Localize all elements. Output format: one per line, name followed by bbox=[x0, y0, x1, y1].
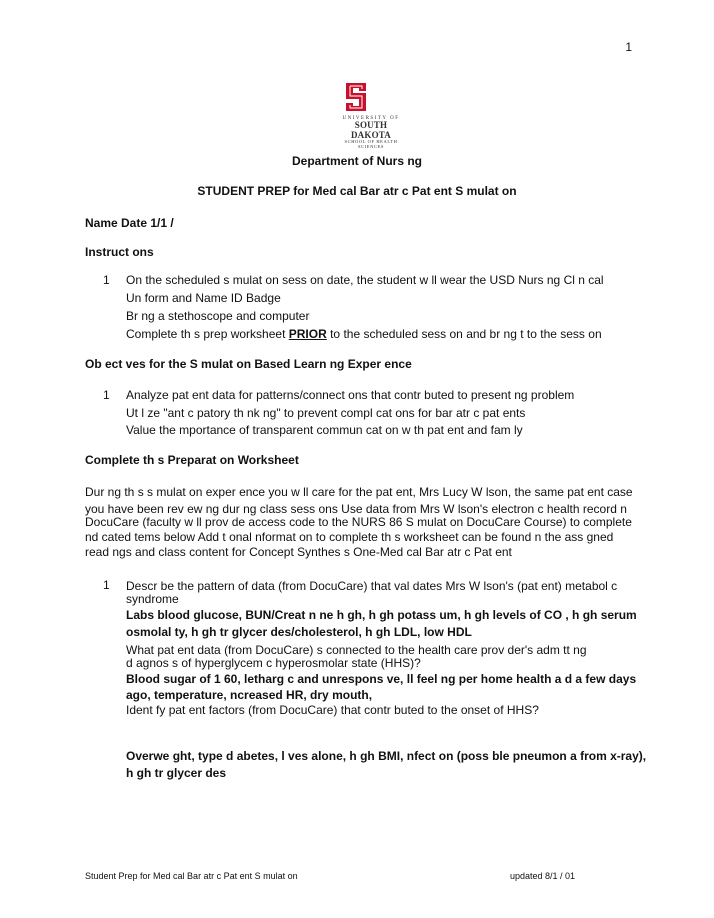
answer-factors-line: Overwe ght, type d abetes, l ves alone, h gh BMI, nfect on (poss ble pneumon a from x-ray), bbox=[126, 749, 647, 763]
instruction-item: Un form and Name ID Badge bbox=[126, 291, 281, 305]
usd-logo-mark-icon bbox=[342, 80, 370, 114]
worksheet-paragraph-line: nd cated tems below Add t onal nformat on to complete th s worksheet can be found n the ass gned bbox=[85, 530, 614, 544]
instructions-list-number: 1 bbox=[103, 273, 110, 287]
prior-emphasis: PRIOR bbox=[288, 327, 327, 341]
objective-item: Ut l ze "ant c patory th nk ng" to prevent compl cat ons for bar atr c pat ents bbox=[126, 406, 526, 420]
document-title: STUDENT PREP for Med cal Bar atr c Pat ent S mulat on bbox=[197, 184, 517, 198]
objective-item: Value the mportance of transparent commun cat on w th pat ent and fam ly bbox=[126, 423, 523, 437]
objectives-list-number: 1 bbox=[103, 388, 110, 402]
department-heading: Department of Nurs ng bbox=[291, 154, 422, 168]
answer-hhs-line: ago, temperature, ncreased HR, dry mouth, bbox=[126, 688, 373, 702]
answer-factors-line: h gh tr glycer des bbox=[126, 766, 227, 780]
worksheet-heading: Complete th s Preparat on Worksheet bbox=[85, 453, 299, 467]
footer-document-name: Student Prep for Med cal Bar atr c Pat ent S mulat on bbox=[85, 871, 298, 881]
question-hhs-line: What pat ent data (from DocuCare) s connected to the health care prov der's adm tt ng bbox=[126, 643, 587, 657]
question-metabolic-line: Descr be the pattern of data (from DocuCare) that val dates Mrs W lson's (pat ent) metabol c bbox=[126, 579, 618, 593]
question-metabolic-line: syndrome bbox=[126, 592, 179, 606]
answer-metabolic-line: Labs blood glucose, BUN/Creat n ne h gh, h gh potass um, h gh levels of CO , h gh serum bbox=[126, 608, 637, 622]
objective-item: Analyze pat ent data for patterns/connect ons that contr buted to present ng problem bbox=[126, 388, 575, 402]
logo-line-3: SCHOOL OF HEALTH SCIENCES bbox=[344, 139, 398, 149]
objectives-heading: Ob ect ves for the S mulat on Based Learn ng Exper ence bbox=[85, 357, 412, 371]
instruction-item: Br ng a stethoscope and computer bbox=[126, 309, 310, 323]
university-logo bbox=[335, 80, 407, 149]
answer-metabolic-line: osmolal ty, h gh tr glycer des/cholesterol, h gh LDL, low HDL bbox=[126, 625, 472, 639]
instruction-item: On the scheduled s mulat on sess on date, the student w ll wear the USD Nurs ng Cl n cal bbox=[126, 273, 604, 287]
worksheet-paragraph-line: DocuCare (faculty w ll prov de access code to the NURS 86 S mulat on DocuCare Course) to complete bbox=[85, 515, 632, 529]
instructions-heading: Instruct ons bbox=[85, 245, 154, 259]
worksheet-paragraph-line: Dur ng th s s mulat on exper ence you w ll care for the pat ent, Mrs Lucy W lson, the same pat ent case bbox=[85, 485, 633, 499]
logo-wordmark bbox=[335, 116, 407, 150]
name-date-line: Name Date 1/1 / bbox=[85, 216, 174, 230]
footer-updated-date: updated 8/1 / 01 bbox=[510, 871, 576, 881]
prep-text-after: to the scheduled sess on and br ng t to the sess on bbox=[326, 327, 602, 341]
logo-line-1: UNIVERSITY OF bbox=[342, 116, 400, 121]
question-factors: Ident fy pat ent factors (from DocuCare) that contr buted to the onset of HHS? bbox=[126, 703, 539, 717]
answer-hhs-line: Blood sugar of 1 60, letharg c and unrespons ve, ll feel ng per home health a d a few days bbox=[126, 672, 637, 686]
worksheet-paragraph-line: you have been rev ew ng dur ng class sess ons Use data from Mrs W lson's electron c health record n bbox=[85, 502, 627, 516]
questions-list-number: 1 bbox=[103, 578, 110, 592]
worksheet-paragraph-line: read ngs and class content for Concept Synthes s One-Med cal Bar atr c Pat ent bbox=[85, 545, 512, 559]
page-number: 1 bbox=[625, 40, 632, 54]
prep-text-before: Complete th s prep worksheet bbox=[126, 327, 289, 341]
question-hhs-line: d agnos s of hyperglycem c hyperosmolar state (HHS)? bbox=[126, 656, 421, 670]
logo-line-2: SOUTH DAKOTA bbox=[350, 120, 392, 140]
instruction-prep-line bbox=[126, 326, 602, 343]
